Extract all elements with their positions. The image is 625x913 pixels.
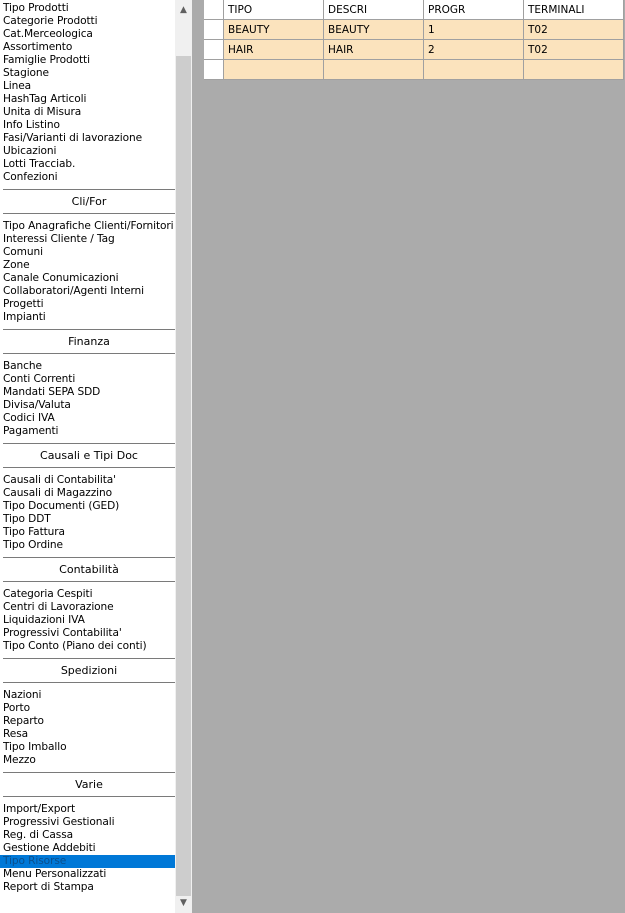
grid-cell[interactable]: T02 xyxy=(524,40,624,60)
table-row[interactable] xyxy=(204,60,624,80)
chevron-down-icon[interactable]: ▼ xyxy=(180,898,187,908)
menu-item[interactable]: Tipo DDT xyxy=(3,513,51,525)
row-header[interactable] xyxy=(204,0,224,20)
section-header: Contabilità xyxy=(3,557,175,582)
section-header: Varie xyxy=(3,772,175,797)
menu-item[interactable]: Causali di Magazzino xyxy=(3,487,113,499)
menu-item[interactable]: Report di Stampa xyxy=(3,881,94,893)
menu-item[interactable]: Mandati SEPA SDD xyxy=(3,386,101,398)
left-panel xyxy=(0,0,192,913)
menu-item[interactable]: Tipo Prodotti xyxy=(3,2,69,14)
table-row[interactable] xyxy=(204,40,624,60)
menu-item[interactable]: Import/Export xyxy=(3,803,76,815)
menu-item[interactable]: Tipo Imballo xyxy=(3,741,67,753)
menu-item[interactable]: Reparto xyxy=(3,715,44,727)
menu-item[interactable]: Nazioni xyxy=(3,689,42,701)
menu-item[interactable]: Pagamenti xyxy=(3,425,59,437)
grid-cell[interactable] xyxy=(424,60,524,80)
menu-item[interactable]: Progetti xyxy=(3,298,44,310)
menu-item[interactable]: Canale Conumicazioni xyxy=(3,272,119,284)
grid-cell[interactable]: T02 xyxy=(524,20,624,40)
grid-cell[interactable]: HAIR xyxy=(224,40,324,60)
menu-item[interactable]: Tipo Risorse xyxy=(0,855,175,868)
grid-cell[interactable] xyxy=(224,60,324,80)
menu-item[interactable]: Menu Personalizzati xyxy=(3,868,107,880)
row-header[interactable] xyxy=(204,60,224,80)
section-header: Causali e Tipi Doc xyxy=(3,443,175,468)
row-header[interactable] xyxy=(204,20,224,40)
menu-item[interactable]: Info Listino xyxy=(3,119,60,131)
grid-cell[interactable]: 2 xyxy=(424,40,524,60)
menu-item[interactable]: Famiglie Prodotti xyxy=(3,54,90,66)
menu-item[interactable]: Gestione Addebiti xyxy=(3,842,96,854)
menu-item[interactable]: Categoria Cespiti xyxy=(3,588,93,600)
menu-item[interactable]: Stagione xyxy=(3,67,49,79)
column-header[interactable]: PROGR xyxy=(424,0,524,20)
menu-item[interactable]: Zone xyxy=(3,259,30,271)
vertical-scrollbar[interactable] xyxy=(175,0,192,913)
menu-item[interactable]: Conti Correnti xyxy=(3,373,76,385)
splitter[interactable] xyxy=(192,0,204,913)
menu-item[interactable]: Liquidazioni IVA xyxy=(3,614,85,626)
menu-item[interactable]: Divisa/Valuta xyxy=(3,399,71,411)
grid-cell[interactable]: BEAUTY xyxy=(224,20,324,40)
menu-item[interactable]: Progressivi Gestionali xyxy=(3,816,115,828)
grid-header-row xyxy=(204,0,624,20)
menu-item[interactable]: Cat.Merceologica xyxy=(3,28,93,40)
chevron-up-icon[interactable]: ▲ xyxy=(180,5,187,15)
menu-item[interactable]: Porto xyxy=(3,702,30,714)
section-header: Finanza xyxy=(3,329,175,354)
section-header: Cli/For xyxy=(3,189,175,214)
menu-item[interactable]: Tipo Documenti (GED) xyxy=(3,500,120,512)
menu-item[interactable]: Lotti Tracciab. xyxy=(3,158,76,170)
grid-cell[interactable] xyxy=(324,60,424,80)
menu-item[interactable]: HashTag Articoli xyxy=(3,93,87,105)
grid-area xyxy=(204,0,625,913)
menu-item[interactable]: Tipo Ordine xyxy=(3,539,63,551)
menu-item[interactable]: Centri di Lavorazione xyxy=(3,601,114,613)
grid-cell[interactable] xyxy=(524,60,624,80)
grid-cell[interactable]: 1 xyxy=(424,20,524,40)
menu-item[interactable]: Categorie Prodotti xyxy=(3,15,98,27)
menu-item[interactable]: Comuni xyxy=(3,246,43,258)
menu-item[interactable]: Fasi/Varianti di lavorazione xyxy=(3,132,143,144)
menu-item[interactable]: Reg. di Cassa xyxy=(3,829,74,841)
menu-item[interactable]: Banche xyxy=(3,360,42,372)
menu-item[interactable]: Resa xyxy=(3,728,29,740)
menu-item[interactable]: Assortimento xyxy=(3,41,73,53)
grid-cell[interactable]: BEAUTY xyxy=(324,20,424,40)
column-header[interactable]: TIPO xyxy=(224,0,324,20)
grid-cell[interactable]: HAIR xyxy=(324,40,424,60)
table-row[interactable] xyxy=(204,20,624,40)
menu-item[interactable]: Collaboratori/Agenti Interni xyxy=(3,285,145,297)
column-header[interactable]: DESCRI xyxy=(324,0,424,20)
menu-item[interactable]: Progressivi Contabilita' xyxy=(3,627,122,639)
menu-item[interactable]: Tipo Anagrafiche Clienti/Fornitori xyxy=(3,220,174,232)
scrollbar-thumb[interactable] xyxy=(176,56,191,896)
menu-item[interactable]: Ubicazioni xyxy=(3,145,57,157)
menu-item[interactable]: Unita di Misura xyxy=(3,106,82,118)
row-header[interactable] xyxy=(204,40,224,60)
menu-item[interactable]: Interessi Cliente / Tag xyxy=(3,233,115,245)
menu-item[interactable]: Impianti xyxy=(3,311,46,323)
section-header: Spedizioni xyxy=(3,658,175,683)
menu-item[interactable]: Tipo Conto (Piano dei conti) xyxy=(3,640,147,652)
menu-list xyxy=(0,0,175,913)
menu-item[interactable]: Linea xyxy=(3,80,32,92)
menu-item[interactable]: Codici IVA xyxy=(3,412,55,424)
menu-item[interactable]: Tipo Fattura xyxy=(3,526,65,538)
menu-item[interactable]: Causali di Contabilita' xyxy=(3,474,116,486)
menu-item[interactable]: Mezzo xyxy=(3,754,36,766)
column-header[interactable]: TERMINALI xyxy=(524,0,624,20)
menu-item[interactable]: Confezioni xyxy=(3,171,58,183)
